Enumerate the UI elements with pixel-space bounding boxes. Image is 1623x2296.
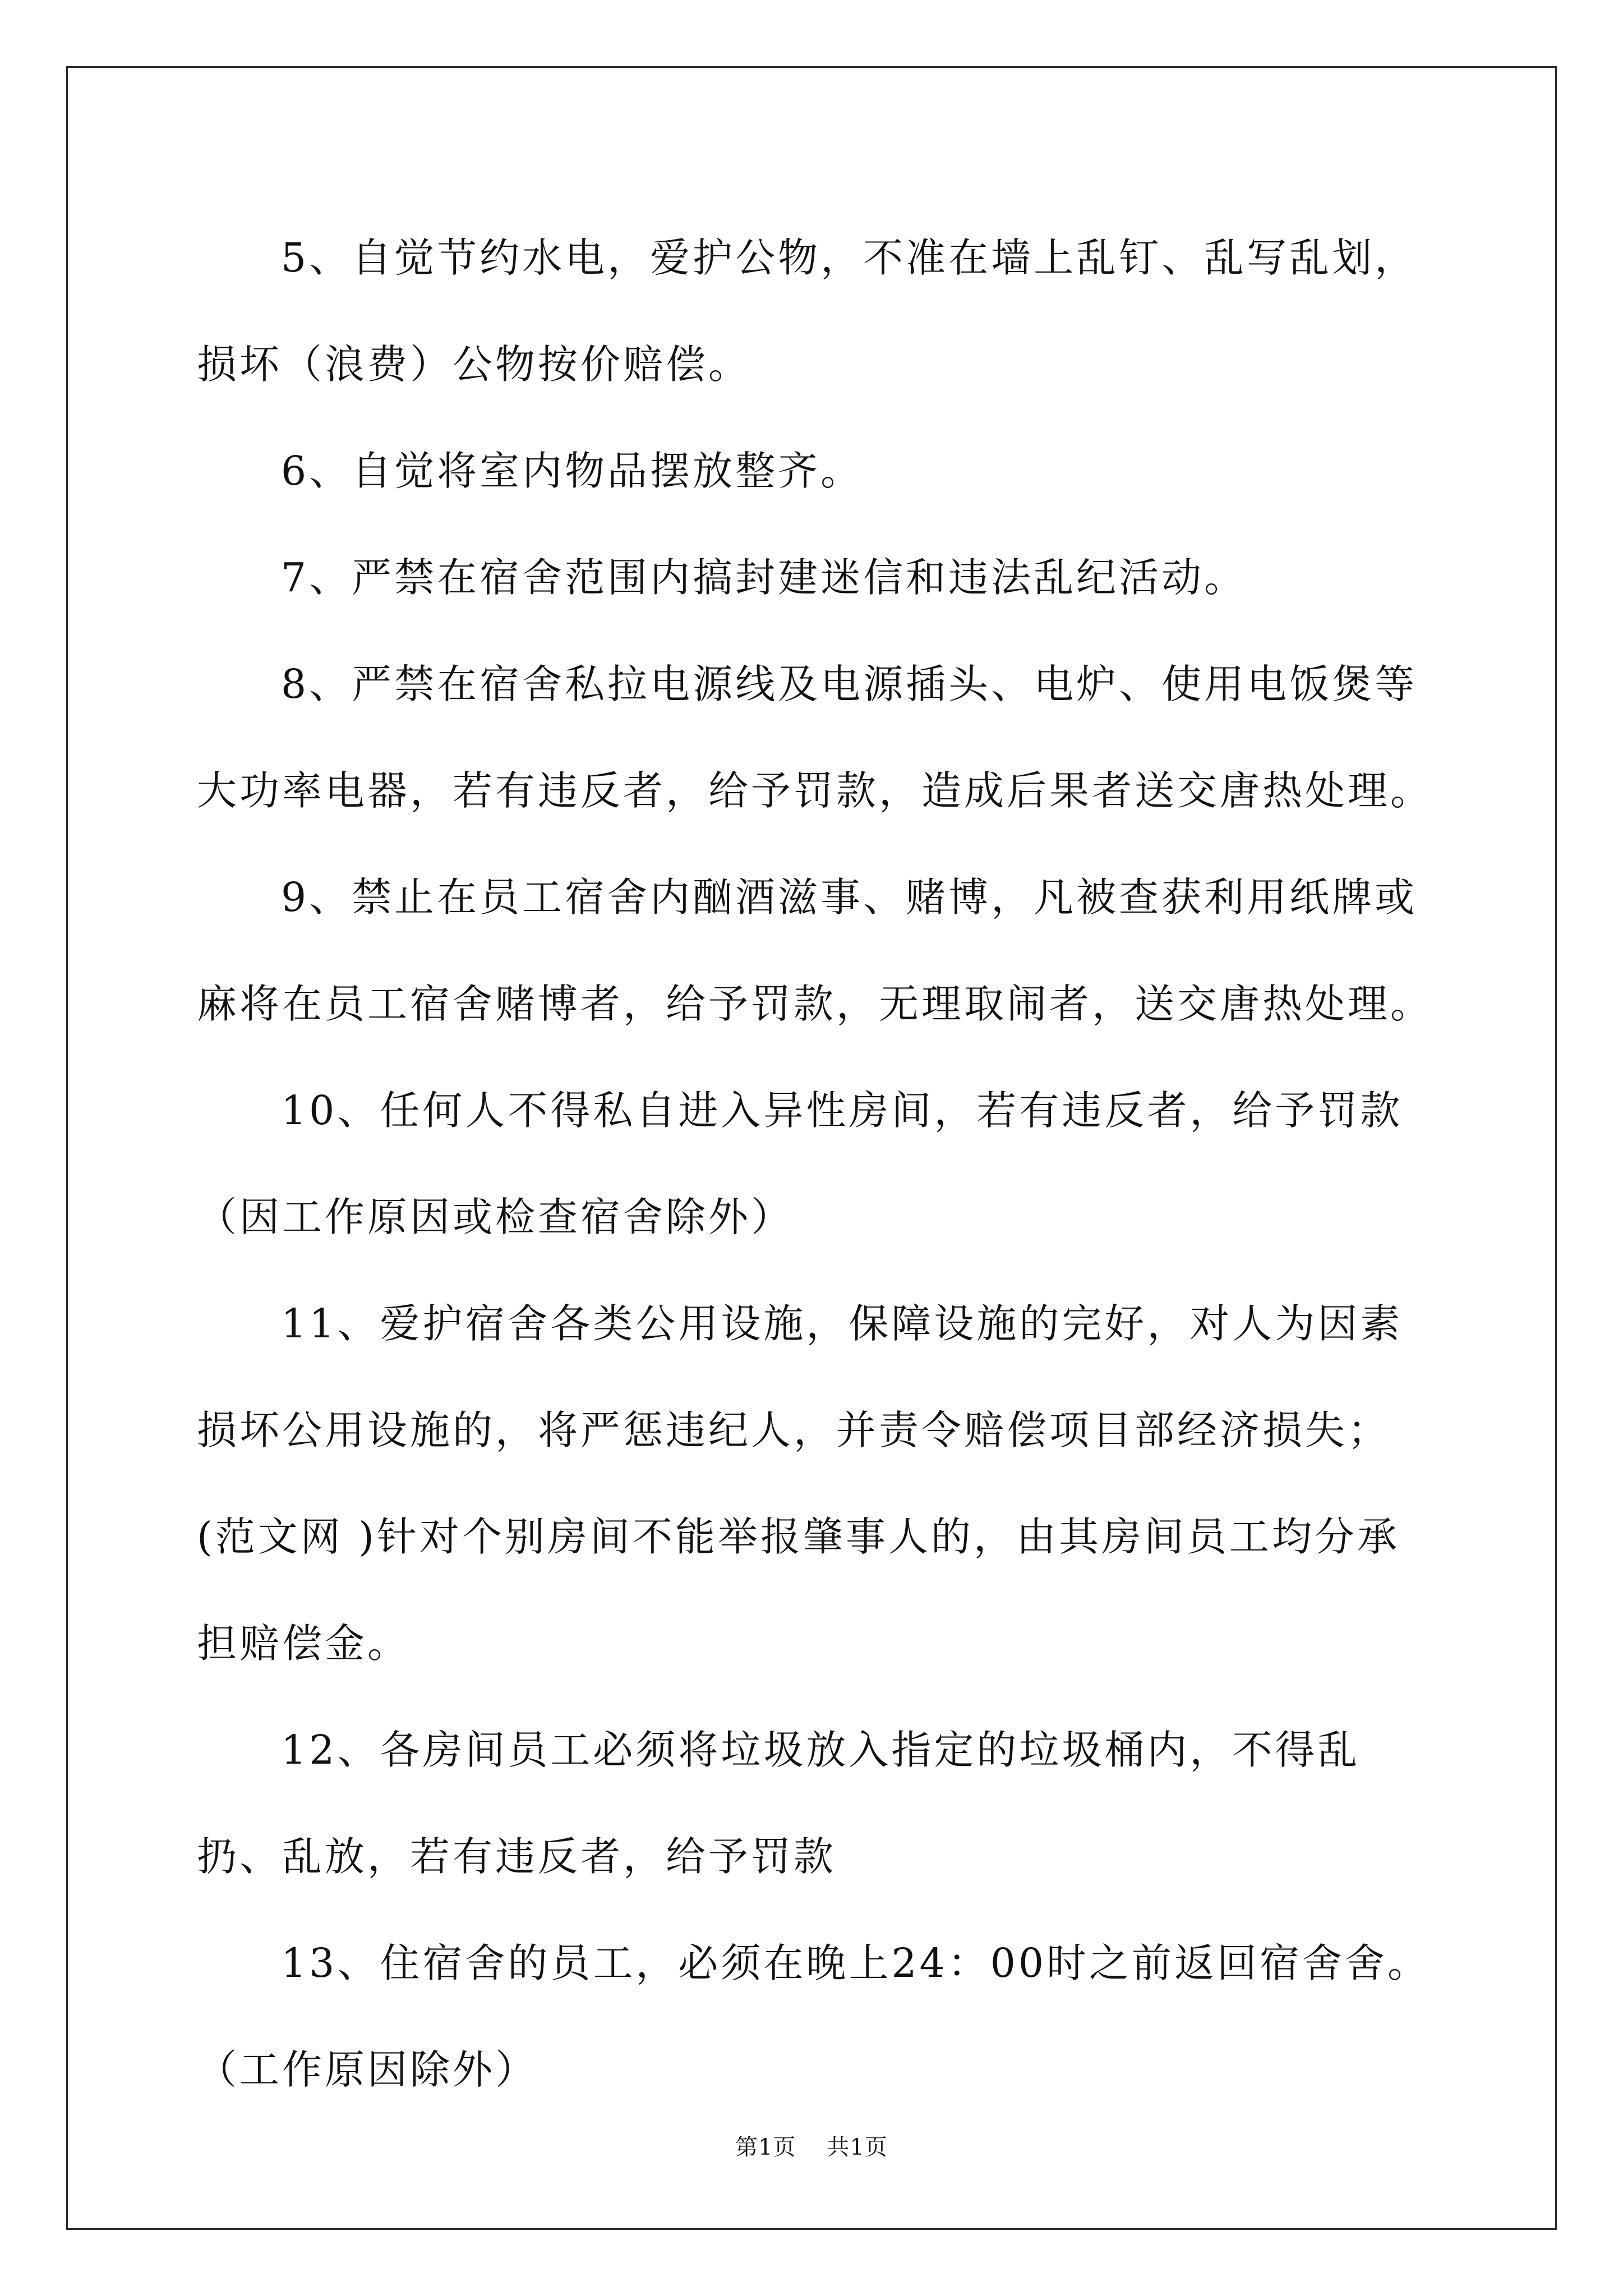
page-number: 第1页 bbox=[735, 2134, 796, 2160]
rule-paragraph-10: 10、任何人不得私自进入异性房间，若有违反者，给予罚款（因工作原因或检查宿舍除外） bbox=[197, 1087, 1403, 1240]
rule-paragraph-6: 6、自觉将室内物品摆放整齐。 bbox=[281, 448, 864, 494]
rule-paragraph-12: 12、各房间员工必须将垃圾放入指定的垃圾桶内，不得乱扔、乱放，若有违反者，给予罚款 bbox=[197, 1727, 1361, 1880]
rule-paragraph-13: 13、住宿舍的员工，必须在晚上24：00时之前返回宿舍舍。（工作原因除外） bbox=[197, 1940, 1431, 2093]
page-total: 共1页 bbox=[827, 2134, 888, 2160]
footer-spacer bbox=[796, 2134, 827, 2160]
rule-paragraph-11: 11、爱护宿舍各类公用设施，保障设施的完好，对人为因素损坏公用设施的，将严惩违纪人，并责令赔偿项目部经济损失；(范文网 )针对个别房间不能举报肇事人的，由其房间员工均分承担赔偿金。 bbox=[197, 1300, 1403, 1667]
page-footer bbox=[0, 2131, 1623, 2164]
rule-paragraph-9: 9、禁止在员工宿舍内酗酒滋事、赌博，凡被查获利用纸牌或麻将在员工宿舍赌博者，给予罚款，无理取闹者，送交唐热处理。 bbox=[197, 874, 1433, 1027]
rule-paragraph-8: 8、严禁在宿舍私拉电源线及电源插头、电炉、使用电饭煲等大功率电器，若有违反者，给予罚款，造成后果者送交唐热处理。 bbox=[197, 661, 1433, 814]
rule-paragraph-5: 5、自觉节约水电，爱护公物，不准在墙上乱钉、乱写乱划，损坏（浪费）公物按价赔偿。 bbox=[197, 234, 1418, 388]
rule-paragraph-7: 7、严禁在宿舍范围内搞封建迷信和违法乱纪活动。 bbox=[281, 554, 1247, 601]
document-body bbox=[197, 205, 1433, 2123]
